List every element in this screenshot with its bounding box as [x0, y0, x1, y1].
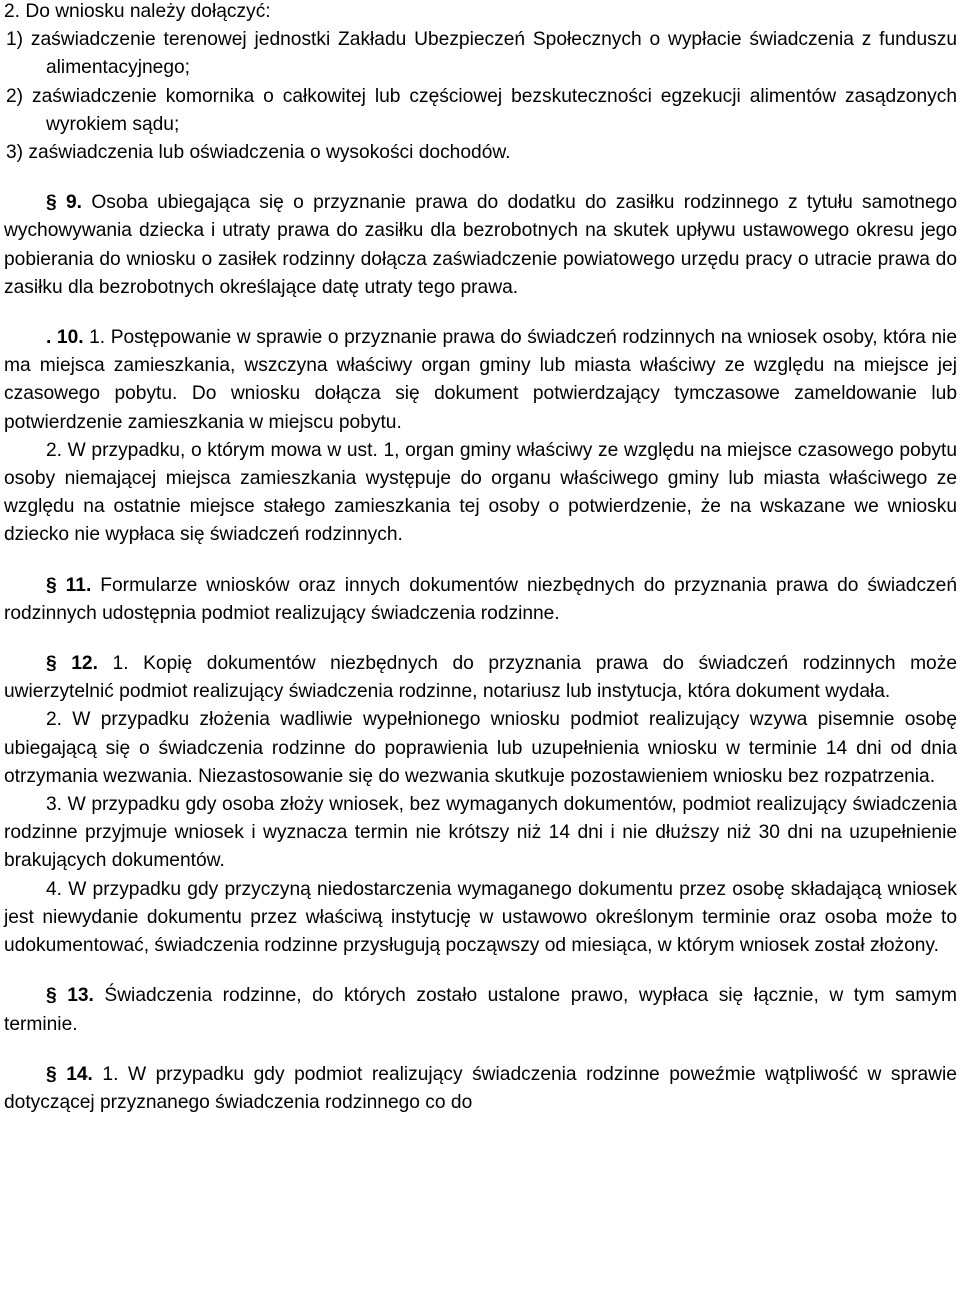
- section-9: [4, 189, 957, 302]
- section-13: [4, 982, 957, 1038]
- list-item: [4, 83, 957, 139]
- section-11-label: § 11.: [46, 574, 92, 596]
- list-item-text: zaświadczenia lub oświadczenia o wysokości dochodów.: [28, 142, 511, 164]
- list-item-number: 2): [6, 85, 24, 107]
- section-11-text: Formularze wniosków oraz innych dokumentów niezbędnych do przyznania prawa do świadczeń rodzinnych udostępnia podmiot realizujący świadczenia rodzinne.: [4, 574, 957, 624]
- section-14-paragraph-1: [4, 1061, 957, 1117]
- section-12-paragraph-4: 4. W przypadku gdy przyczyną niedostarczenia wymaganego dokumentu przez osobę składającą wniosek jest niewydanie dokumentu przez właściwą instytucję w ustawowo określonym terminie oraz osoba może to udokumentować, świadczenia rodzinne przysługują począwszy od miesiąca, w którym wniosek został złożony.: [4, 878, 957, 957]
- section-12-paragraph-2: 2. W przypadku złożenia wadliwie wypełnionego wniosku podmiot realizujący wzywa pisemnie osobę ubiegającą się o świadczenia rodzinne do poprawienia lub uzupełnienia wniosku w terminie 14 dni od dnia otrzymania wezwania. Niezastosowanie się do wezwania skutkuje pozostawieniem wniosku bez rozpatrzenia.: [4, 709, 957, 787]
- section-12-paragraph-3: 3. W przypadku gdy osoba złoży wniosek, bez wymaganych dokumentów, podmiot realizujący świadczenia rodzinne przyjmuje wniosek i wyznacza termin nie krótszy niż 14 dni i nie dłuższy niż 30 dni na uzupełnienie brakujących dokumentów.: [4, 794, 957, 872]
- section-13-text: Świadczenia rodzinne, do których zostało ustalone prawo, wypłaca się łącznie, w tym samym terminie.: [4, 985, 957, 1035]
- section-10-label: . 10.: [46, 327, 84, 349]
- section-8-paragraph-2-heading: 2. Do wniosku należy dołączyć:: [4, 1, 271, 22]
- section-10-paragraph-1: [4, 324, 957, 437]
- section-12-paragraph-1: [4, 650, 957, 706]
- section-12-label: § 12.: [46, 653, 98, 675]
- list-item: [4, 26, 957, 82]
- section-13-label: § 13.: [46, 985, 94, 1007]
- list-item: [4, 139, 957, 167]
- list-item-number: 1): [6, 29, 24, 51]
- section-14-label: § 14.: [46, 1063, 93, 1085]
- section-9-text: Osoba ubiegająca się o przyznanie prawa do dodatku do zasiłku rodzinnego z tytułu samotnego wychowywania dziecka i utraty prawa do zasiłku dla bezrobotnych na skutek upływu ustawowego okresu jego pobierania do wniosku o zasiłek rodzinny dołącza zaświadczenie powiatowego urzędu pracy o utracie prawa do zasiłku dla bezrobotnych określające datę utraty tego prawa.: [4, 192, 957, 298]
- section-10-paragraph-1-text: 1. Postępowanie w sprawie o przyznanie prawa do świadczeń rodzinnych na wniosek osoby, która nie ma miejsca zamieszkania, wszczyna właściwy organ gminy lub miasta właściwy ze względu na miejsce jej czasowego pobytu. Do wniosku dołącza się dokument potwierdzający tymczasowe zameldowanie lub potwierdzenie zamieszkania w miejscu pobytu.: [4, 327, 957, 433]
- document-body: [4, 0, 957, 1117]
- section-9-label: § 9.: [46, 192, 82, 214]
- section-12-paragraph-1-text: 1. Kopię dokumentów niezbędnych do przyznania prawa do świadczeń rodzinnych może uwierzytelnić podmiot realizujący świadczenia rodzinne, notariusz lub instytucja, która dokument wydała.: [4, 653, 957, 703]
- section-10-paragraph-2: 2. W przypadku, o którym mowa w ust. 1, organ gminy właściwy ze względu na miejsce czasowego pobytu osoby niemającej miejsca zamieszkania występuje do organu właściwego gminy lub miasta właściwego ze względu na ostatnie miejsce stałego zamieszkania tej osoby o potwierdzenie, że na wskazane we wniosku dziecko nie wypłaca się świadczeń rodzinnych.: [4, 439, 957, 546]
- section-14-paragraph-1-text: 1. W przypadku gdy podmiot realizujący świadczenia rodzinne poweźmie wątpliwość w sprawie dotyczącej przyznanego świadczenia rodzinnego co do: [4, 1063, 957, 1113]
- section-11: [4, 572, 957, 628]
- list-item-number: 3): [6, 142, 24, 164]
- list-item-text: zaświadczenie terenowej jednostki Zakładu Ubezpieczeń Społecznych o wypłacie świadczenia z funduszu alimentacyjnego;: [30, 29, 957, 79]
- list-item-text: zaświadczenie komornika o całkowitej lub częściowej bezskuteczności egzekucji alimentów zasądzonych wyrokiem sądu;: [32, 85, 957, 135]
